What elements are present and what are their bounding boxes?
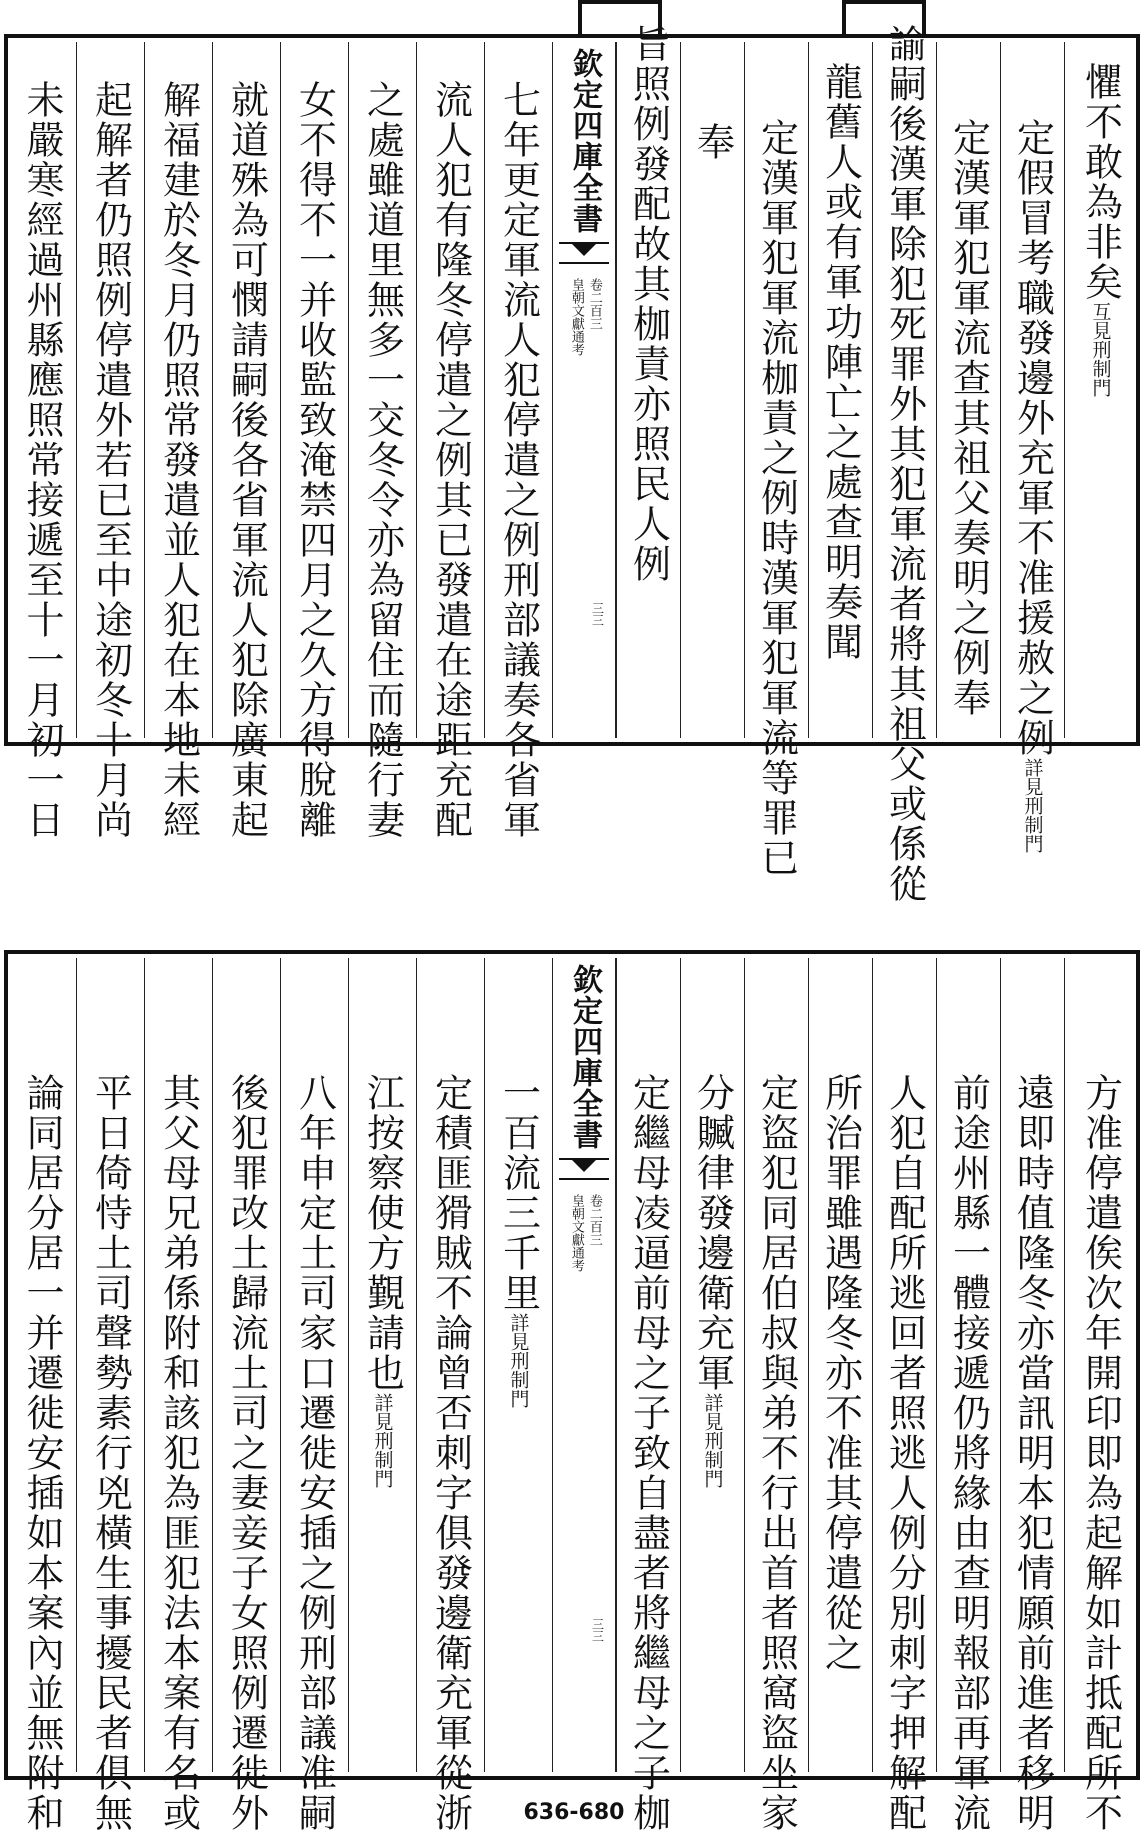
bottom-left-column-6 bbox=[144, 958, 212, 1833]
fish-tail-mark bbox=[559, 242, 609, 264]
top-left-column-2 bbox=[416, 42, 484, 840]
bottom-right-column-8 bbox=[616, 958, 680, 1833]
top-right-column-3 bbox=[936, 42, 1000, 738]
bottom-right-column-1 bbox=[1064, 958, 1136, 1833]
top-right-column-7 bbox=[680, 42, 744, 738]
column-text: 平日倚恃土司聲勢素行兇橫生事擾民者俱無 bbox=[88, 1073, 133, 1833]
gutter-volume: 卷二百三 bbox=[586, 278, 602, 330]
gutter-title: 欽定四庫全書 bbox=[567, 48, 602, 234]
inline-note: 互見刑制門 bbox=[1089, 302, 1112, 397]
column-text: 方准停遣俟次年開印即為起解如計抵配所不 bbox=[1078, 1073, 1123, 1833]
column-text: 後犯罪改土歸流土司之妻妾子女照例遷徙外 bbox=[224, 1073, 269, 1833]
top-right-column-8 bbox=[616, 24, 680, 738]
fish-tail-mark bbox=[559, 1158, 609, 1180]
column-text: 起解者仍照例停遣外若已至中途初冬十月尚 bbox=[88, 80, 133, 840]
top-right-column-5 bbox=[808, 42, 872, 738]
column-text: 八年申定土司家口遷徙安插之例刑部議准嗣 bbox=[292, 1073, 337, 1833]
column-text: 其父母兄弟係附和該犯為匪犯法本案有名或 bbox=[156, 1073, 201, 1833]
bottom-right-column-5 bbox=[808, 958, 872, 1772]
bottom-right-column-3 bbox=[936, 958, 1000, 1833]
inline-note: 詳見刑制門 bbox=[507, 1313, 530, 1408]
gutter-subtitle: 皇朝文獻通考 bbox=[568, 278, 584, 356]
column-text: 之處雖道里無多一交冬令亦為留住而隨行妻 bbox=[360, 80, 405, 840]
top-left-column-3 bbox=[348, 42, 416, 840]
column-text: 前途州縣一體接遞仍將緣由查明報部再軍流 bbox=[946, 1073, 991, 1833]
column-text: 諭嗣後漢軍除犯死罪外其犯軍流者將其祖父或係從 bbox=[882, 24, 927, 904]
bottom-right-column-6 bbox=[744, 958, 808, 1833]
column-text: 流人犯有隆冬停遣之例其已發遣在途距充配 bbox=[428, 80, 473, 840]
column-text: 定漢軍犯軍流枷責之例時漢軍犯軍流等罪已 bbox=[754, 118, 799, 878]
top-page-frame bbox=[4, 24, 1140, 904]
bottom-left-column-3 bbox=[348, 958, 416, 1772]
column-text: 一百流三千里 bbox=[496, 1073, 541, 1313]
column-text: 定積匪猾賊不論曾否刺字俱發邊衛充軍從浙 bbox=[428, 1073, 473, 1833]
top-left-column-7 bbox=[76, 42, 144, 840]
column-text: 所治罪雖遇隆冬亦不准其停遣從之 bbox=[818, 1073, 863, 1673]
bottom-left-column-5 bbox=[212, 958, 280, 1833]
inline-note: 詳見刑制門 bbox=[371, 1393, 394, 1488]
column-text: 懼不敢為非矣 bbox=[1078, 62, 1123, 302]
bottom-right-column-4 bbox=[872, 958, 936, 1833]
gutter-subtitle: 皇朝文獻通考 bbox=[568, 1194, 584, 1272]
page-code: 636-680 bbox=[523, 1800, 625, 1825]
top-right-column-6 bbox=[744, 42, 808, 878]
bottom-left-column-2 bbox=[416, 958, 484, 1833]
top-left-column-6 bbox=[144, 42, 212, 840]
gutter-folio: 三三 bbox=[590, 602, 605, 626]
column-text: 定漢軍犯軍流查其祖父奏明之例奉 bbox=[946, 118, 991, 718]
gutter-folio: 三三 bbox=[590, 1618, 605, 1642]
gutter-title: 欽定四庫全書 bbox=[567, 964, 602, 1150]
top-gutter bbox=[552, 42, 616, 738]
top-left-column-1 bbox=[484, 42, 552, 840]
column-text: 七年更定軍流人犯停遣之例刑部議奏各省軍 bbox=[496, 80, 541, 840]
bottom-right-column-7 bbox=[680, 958, 744, 1772]
bottom-gutter bbox=[552, 958, 616, 1772]
column-text: 女不得不一并收監致淹禁四月之久方得脫離 bbox=[292, 80, 337, 840]
column-text: 定盜犯同居伯叔與弟不行出首者照窩盜坐家 bbox=[754, 1073, 799, 1833]
top-left-column-4 bbox=[280, 42, 348, 840]
inline-note: 詳見刑制門 bbox=[1021, 758, 1044, 853]
column-text: 定假冒考職發邊外充軍不准援赦之例 bbox=[1010, 118, 1055, 758]
column-text: 龍舊人或有軍功陣亡之處查明奏聞 bbox=[818, 62, 863, 662]
column-text: 江按察使方覲請也 bbox=[360, 1073, 405, 1393]
column-text: 解福建於冬月仍照常發遣並人犯在本地未經 bbox=[156, 80, 201, 840]
column-text: 遠即時值隆冬亦當訊明本犯情願前進者移明 bbox=[1010, 1073, 1055, 1833]
top-right-column-4 bbox=[872, 24, 936, 904]
top-left-column-5 bbox=[212, 42, 280, 840]
column-text: 定繼母凌逼前母之子致自盡者將繼母之子枷 bbox=[626, 1073, 671, 1833]
bottom-left-column-1 bbox=[484, 958, 552, 1772]
column-text: 未嚴寒經過州縣應照常接遞至十一月初一日 bbox=[20, 80, 64, 840]
gutter-volume: 卷二百三 bbox=[586, 1194, 602, 1246]
top-page bbox=[0, 0, 1148, 904]
column-text: 論同居分居一并遷徙安插如本案內並無附和 bbox=[20, 1073, 64, 1833]
bottom-left-column-4 bbox=[280, 958, 348, 1833]
column-text: 旨照例發配故其枷責亦照民人例 bbox=[626, 24, 671, 584]
column-text: 就道殊為可憫請嗣後各省軍流人犯除廣東起 bbox=[224, 80, 269, 840]
bottom-left-column-7 bbox=[76, 958, 144, 1833]
column-text: 分贓律發邊衛充軍 bbox=[690, 1073, 735, 1393]
column-text: 奉 bbox=[690, 122, 735, 162]
column-text: 人犯自配所逃回者照逃人例分別刺字押解配 bbox=[882, 1073, 927, 1833]
top-right-column-1 bbox=[1064, 42, 1136, 738]
top-left-column-8 bbox=[8, 42, 76, 840]
bottom-right-column-2 bbox=[1000, 958, 1064, 1833]
bottom-left-column-8 bbox=[8, 958, 76, 1833]
top-right-column-2 bbox=[1000, 42, 1064, 853]
inline-note: 詳見刑制門 bbox=[701, 1393, 724, 1488]
